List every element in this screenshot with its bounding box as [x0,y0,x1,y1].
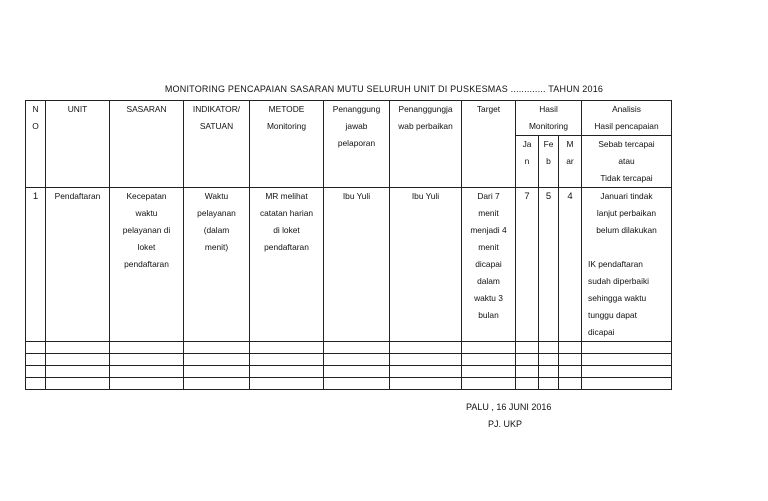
header-no: N O [26,101,46,188]
footer-signatory: PJ. UKP [488,419,523,429]
monitoring-table [25,100,672,390]
row-sasaran: Kecepatan waktu pelayanan di loket pendaftaran [110,188,184,342]
header-pj-perbaikan: Penanggungja wab perbaikan [390,101,462,188]
empty-row [26,354,672,366]
header-hasil-monitoring: Hasil Monitoring [516,101,582,136]
header-analisis: Analisis Hasil pencapaian [582,101,672,136]
header-indikator: INDIKATOR/ SATUAN [184,101,250,188]
header-target: Target [462,101,516,188]
empty-row [26,366,672,378]
row-pj-pelaporan: Ibu Yuli [324,188,390,342]
header-unit: UNIT [46,101,110,188]
row-pj-perbaikan: Ibu Yuli [390,188,462,342]
table-row [26,188,672,342]
row-mar: 4 [559,188,582,342]
row-indikator: Waktu pelayanan (dalam menit) [184,188,250,342]
header-month-jan: Ja n [516,136,539,188]
row-analisis: Januari tindak lanjut perbaikan belum dilakukan IK pendaftaran sudah diperbaiki sehingga waktu tunggu dapat dicapai [582,188,672,342]
header-month-feb: Fe b [539,136,559,188]
row-feb: 5 [539,188,559,342]
row-jan: 7 [516,188,539,342]
header-analisis-sub: Sebab tercapai atau Tidak tercapai [582,136,672,188]
empty-row [26,378,672,390]
header-metode: METODE Monitoring [250,101,324,188]
header-pj-pelaporan: Penanggung jawab pelaporan [324,101,390,188]
empty-row [26,342,672,354]
footer-place-date: PALU , 16 JUNI 2016 [466,402,552,412]
document-title: MONITORING PENCAPAIAN SASARAN MUTU SELURUH UNIT DI PUSKESMAS ............. TAHUN 2016 [164,84,604,94]
row-metode: MR melihat catatan harian di loket pendaftaran [250,188,324,342]
header-month-mar: M ar [559,136,582,188]
header-sasaran: SASARAN [110,101,184,188]
row-unit: Pendaftaran [46,188,110,342]
row-no: 1 [26,188,46,342]
row-target: Dari 7 menit menjadi 4 menit dicapai dalam waktu 3 bulan [462,188,516,342]
